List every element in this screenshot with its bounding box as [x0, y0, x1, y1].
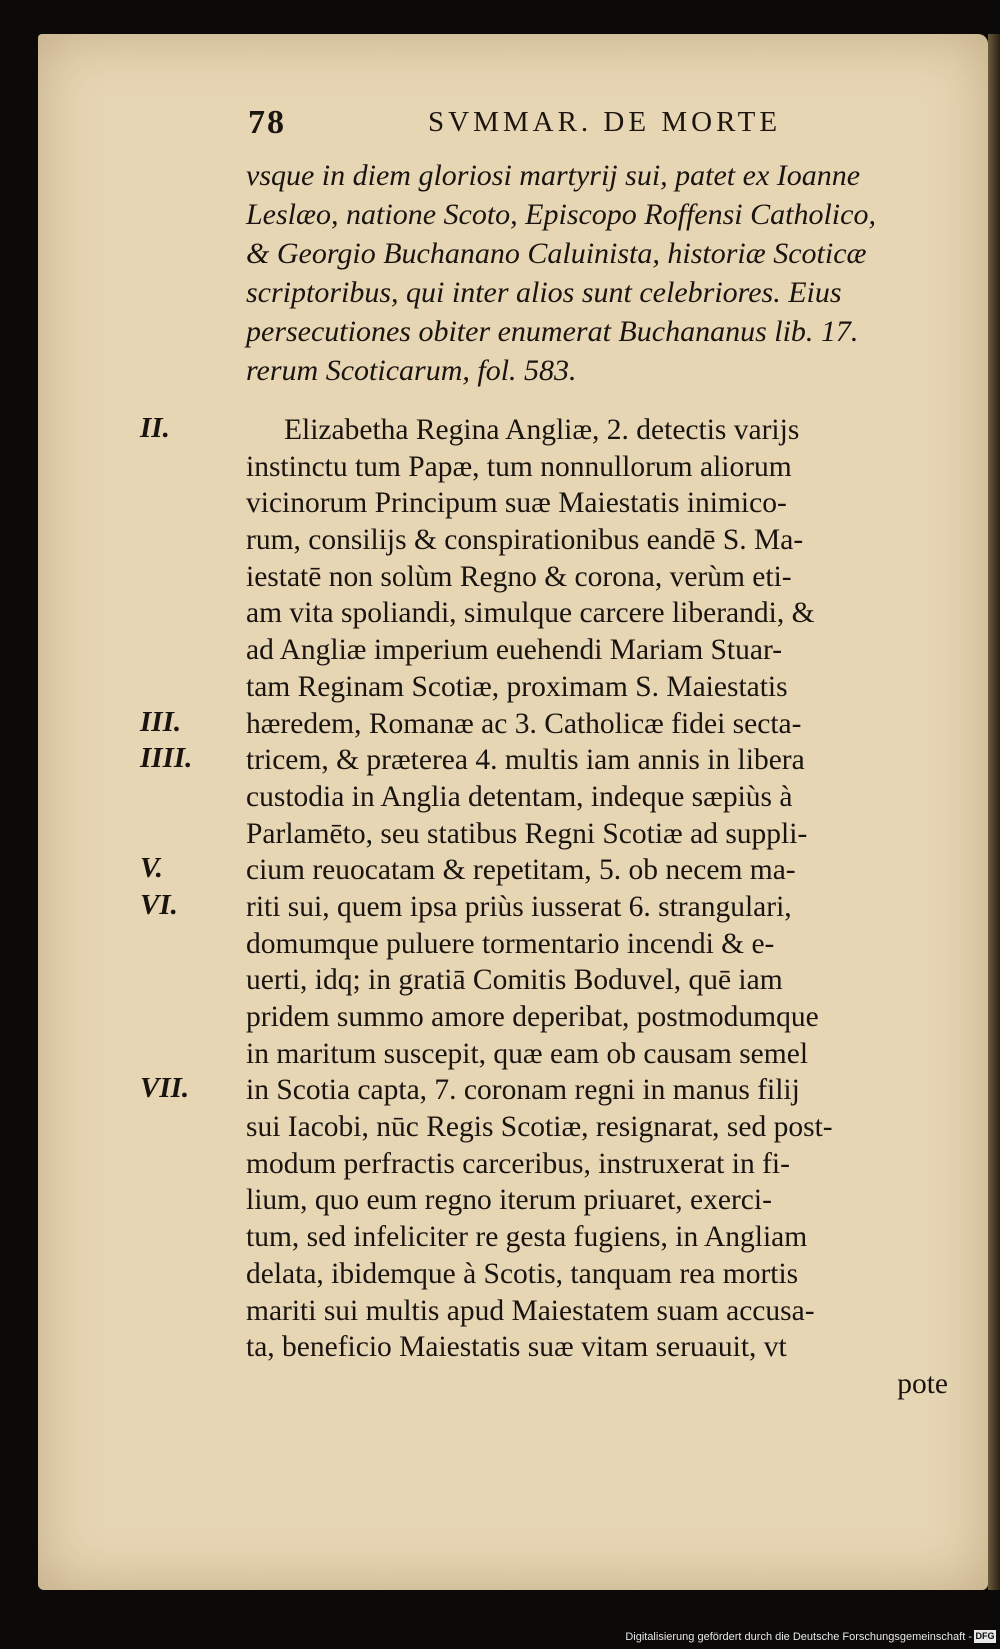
text-line: rum, consilijs & conspirationibus eandē S. Ma- — [246, 524, 804, 557]
text-line: am vita spoliandi, simulque carcere liberandi, & — [246, 597, 815, 630]
text-line: uerti, idq; in gratiā Comitis Boduvel, quē iam — [246, 964, 783, 997]
text-line: lium, quo eum regno iterum priuaret, exerci- — [246, 1184, 772, 1217]
text-line: cium reuocatam & repetitam, 5. ob necem ma- — [246, 854, 796, 887]
text-line: sui Iacobi, nūc Regis Scotiæ, resignarat, sed post- — [246, 1111, 833, 1144]
digitization-credit: Digitalisierung gefördert durch die Deutsche Forschungsgemeinschaft - — [625, 1631, 972, 1643]
margin-numeral-vii: VII. — [140, 1072, 190, 1104]
italic-paragraph — [246, 156, 951, 390]
text-line: mariti sui multis apud Maiestatem suam accusa- — [246, 1294, 815, 1327]
main-paragraph — [246, 412, 958, 1403]
text-line: riti sui, quem ipsa priùs iusserat 6. strangulari, — [246, 890, 792, 923]
text-line: in Scotia capta, 7. coronam regni in manus filij — [246, 1074, 800, 1107]
text-line: domumque puluere tormentario incendi & e- — [246, 927, 775, 960]
text-line: ta, beneficio Maiestatis suæ vitam seruauit, vt — [246, 1331, 787, 1364]
text-line: Elizabetha Regina Angliæ, 2. detectis varijs — [284, 414, 800, 446]
text-line: hæredem, Romanæ ac 3. Catholicæ fidei secta- — [246, 707, 802, 740]
page-number: 78 — [248, 104, 286, 141]
text-line: tam Reginam Scotiæ, proximam S. Maiestatis — [246, 670, 788, 703]
text-line: vsque in diem gloriosi martyrij sui, patet ex Ioanne — [246, 159, 861, 192]
text-line: modum perfractis carceribus, instruxerat in fi- — [246, 1147, 790, 1180]
text-line: vicinorum Principum suæ Maiestatis inimico- — [246, 487, 787, 520]
margin-numeral-v: V. — [140, 852, 163, 884]
text-line: Parlamēto, seu statibus Regni Scotiæ ad suppli- — [246, 817, 808, 850]
text-line: persecutiones obiter enumerat Buchananus lib. 17. — [246, 315, 859, 348]
text-line: pridem summo amore deperibat, postmodumque — [246, 1001, 819, 1033]
margin-numeral-ii: II. — [140, 412, 170, 444]
margin-numeral-iiii: IIII. — [140, 742, 193, 774]
text-line: tum, sed infeliciter re gesta fugiens, in Angliam — [246, 1221, 808, 1254]
text-line: tricem, & præterea 4. multis iam annis in libera — [246, 744, 805, 777]
text-line: scriptoribus, qui inter alios sunt celebriores. Eius — [246, 276, 842, 309]
catchword: pote — [897, 1367, 948, 1400]
text-line: ad Angliæ imperium euehendi Mariam Stuar- — [246, 634, 783, 667]
margin-numeral-vi: VI. — [140, 889, 178, 921]
text-line: rerum Scoticarum, fol. 583. — [246, 354, 577, 387]
dfg-logo: DFG — [975, 1631, 995, 1641]
text-line: custodia in Anglia detentam, indeque sæpiùs à — [246, 780, 793, 813]
running-title: SVMMAR. DE MORTE — [428, 106, 782, 138]
text-line: Leslæo, natione Scoto, Episcopo Roffensi Catholico, — [246, 198, 876, 231]
margin-numeral-iii: III. — [140, 706, 182, 738]
text-line: iestatē non solùm Regno & corona, verùm eti- — [246, 560, 792, 593]
text-line: delata, ibidemque à Scotis, tanquam rea mortis — [246, 1257, 799, 1290]
text-line: in maritum suscepit, quæ eam ob causam semel — [246, 1037, 809, 1070]
text-line: & Georgio Buchanano Caluinista, historiæ Scoticæ — [246, 237, 867, 270]
text-line: instinctu tum Papæ, tum nonnullorum aliorum — [246, 450, 792, 483]
page-edge — [988, 34, 1000, 1590]
